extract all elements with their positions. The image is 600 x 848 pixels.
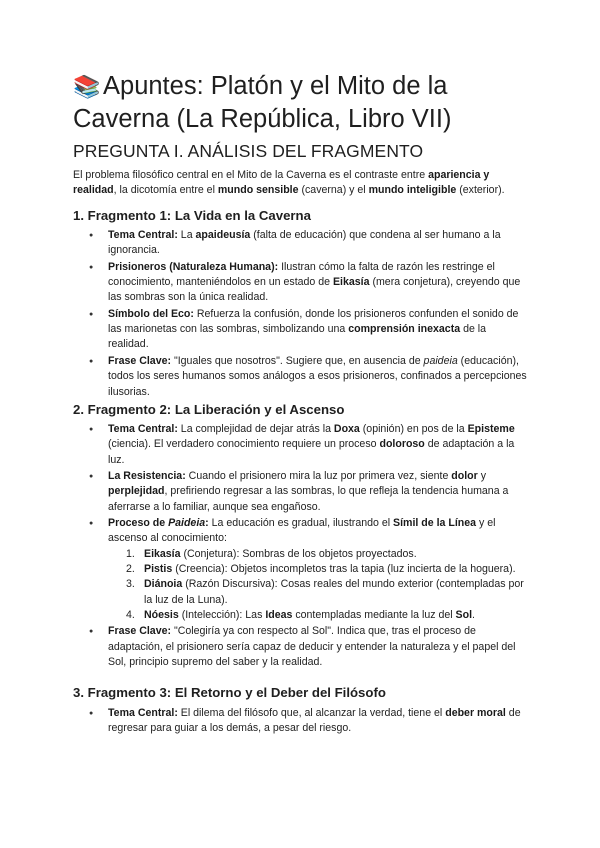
list-item: ● Proceso de Paideia: La educación es gradual, ilustrando el Símil de la Línea y el ascenso al conocimiento: 1. Eikasía (Conjetura): Sombras de los objetos proyectados. 2. Pistis (Creencia): Objetos incompletos tras la tapia (luz incierta de la hoguera). 3. Diánoia (Razón Discursiva): Cosas reales del mundo exterior (contempladas por la luz de la Luna). 4. Nóesis (Intelección): Las Ideas contempladas mediante la luz del Sol. bbox=[108, 516, 528, 623]
list-item: ● Tema Central: La apaideusía (falta de educación) que condena al ser humano a la ignorancia. bbox=[108, 228, 528, 259]
intro-paragraph bbox=[73, 168, 535, 199]
intro-bold: apariencia y realidad bbox=[73, 169, 490, 197]
section-2-list bbox=[108, 422, 528, 672]
section-2-heading: 2. Fragmento 2: La Liberación y el Ascenso bbox=[73, 402, 345, 417]
intro-text: (exterior). bbox=[456, 184, 505, 197]
question-heading: PREGUNTA I. ANÁLISIS DEL FRAGMENTO bbox=[73, 141, 424, 161]
numbered-item: 2. Pistis (Creencia): Objetos incompletos tras la tapia (luz incierta de la hoguera). bbox=[126, 563, 516, 576]
intro-text: (caverna) y el bbox=[298, 184, 369, 197]
page-title-text: Apuntes: Platón y el Mito de la Caverna (La República, Libro VII) bbox=[73, 72, 452, 133]
numbered-item: 3. Diánoia (Razón Discursiva): Cosas reales del mundo exterior (contempladas por la luz de la Luna). bbox=[126, 578, 524, 606]
page-title bbox=[73, 70, 543, 135]
numbered-item: 4. Nóesis (Intelección): Las Ideas contempladas mediante la luz del Sol. bbox=[126, 608, 475, 621]
list-item: ● Símbolo del Eco: Refuerza la confusión, donde los prisioneros confunden el sonido de las marionetas con las sombras, simbolizando una comprensión inexacta de la realidad. bbox=[108, 307, 528, 353]
intro-text: El problema filosófico central en el Mito de la Caverna es el contraste entre bbox=[73, 169, 429, 181]
list-item: ● Frase Clave: "Colegiría ya con respecto al Sol". Indica que, tras el proceso de adaptación, el prisionero sería capaz de deducir y entender la naturaleza y el papel del Sol, principio supremo del saber y la realidad. bbox=[108, 624, 528, 670]
list-item: ● Frase Clave: "Iguales que nosotros". Sugiere que, en ausencia de paideia (educación), todos los seres humanos somos análogos a esos prisioneros, confinados a percepciones ilusorias. bbox=[108, 354, 528, 400]
intro-bold: mundo sensible bbox=[217, 184, 299, 197]
list-item: ● La Resistencia: Cuando el prisionero mira la luz por primera vez, siente dolor y perplejidad, prefiriendo regresar a las sombras, lo que refleja la tendencia humana a aferrarse a lo familiar, aunque sea engañoso. bbox=[108, 469, 528, 515]
list-item: ● Tema Central: El dilema del filósofo que, al alcanzar la verdad, tiene el deber moral de regresar para guiar a los demás, a pesar del riesgo. bbox=[108, 706, 528, 737]
knowledge-steps-list bbox=[108, 547, 528, 623]
section-3-list bbox=[108, 706, 528, 738]
numbered-item: 1. Eikasía (Conjetura): Sombras de los objetos proyectados. bbox=[126, 547, 417, 560]
section-1-heading: 1. Fragmento 1: La Vida en la Caverna bbox=[73, 208, 311, 223]
section-3-heading: 3. Fragmento 3: El Retorno y el Deber del Filósofo bbox=[73, 685, 386, 700]
list-item: ● Prisioneros (Naturaleza Humana): Ilustran cómo la falta de razón les restringe el conocimiento, manteniéndolos en un estado de Eikasía (mera conjetura), creyendo que las sombras son la única realidad. bbox=[108, 260, 528, 306]
intro-bold: mundo inteligible bbox=[368, 184, 457, 197]
list-item: ● Tema Central: La complejidad de dejar atrás la Doxa (opinión) en pos de la Episteme (ciencia). El verdadero conocimiento requiere un proceso doloroso de adaptación a la luz. bbox=[108, 422, 528, 468]
section-1-list bbox=[108, 228, 528, 401]
intro-text: , la dicotomía entre el bbox=[113, 184, 218, 197]
books-icon: 📚 bbox=[73, 74, 101, 99]
